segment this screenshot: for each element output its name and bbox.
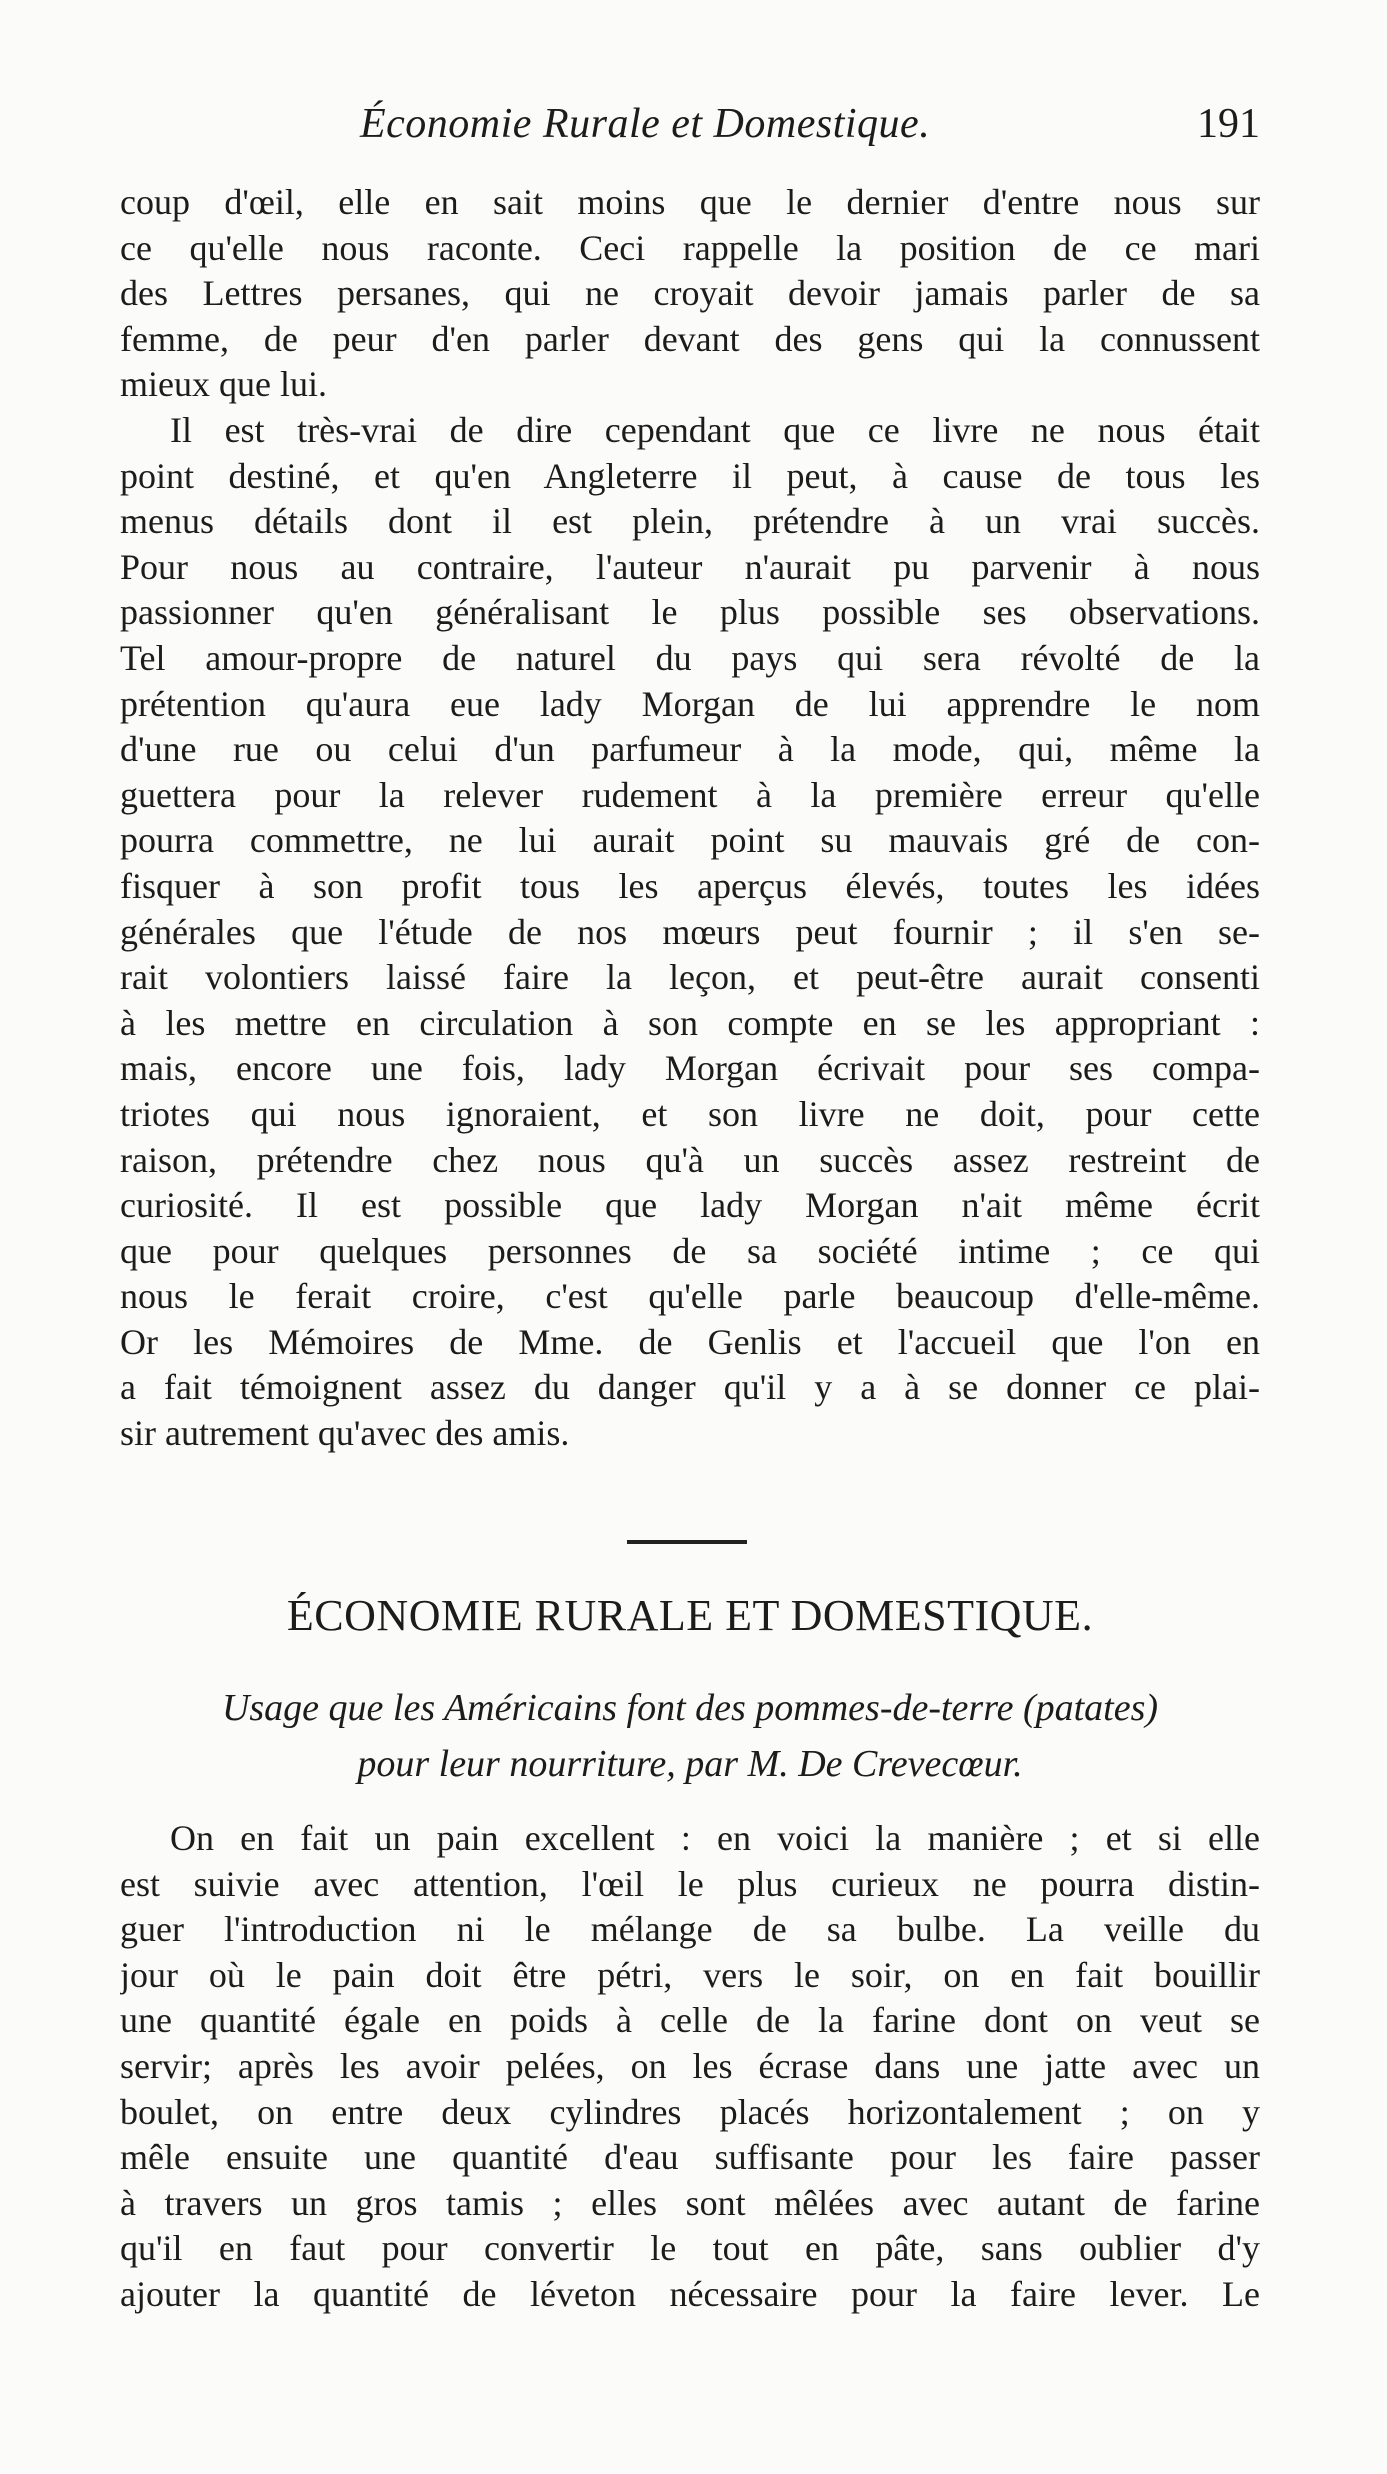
text-line: prétention qu'aura eue lady Morgan de lui apprendre le nom — [120, 683, 1260, 724]
text-line: guer l'introduction ni le mélange de sa bulbe. La veille du — [120, 1909, 1260, 1950]
paragraph-lady-morgan — [120, 408, 1260, 1457]
page-number: 191 — [1197, 101, 1260, 147]
text-line: point destiné, et qu'en Angleterre il peut, à cause de tous les — [120, 455, 1260, 496]
text-line: mieux que lui. — [120, 364, 327, 405]
text-line: sir autrement qu'avec des amis. — [120, 1413, 570, 1454]
text-line: que pour quelques personnes de sa société intime ; ce qui — [120, 1230, 1260, 1271]
text-line: ce qu'elle nous raconte. Ceci rappelle la position de ce mari — [120, 227, 1260, 268]
paragraph-potato-bread — [120, 1816, 1260, 2318]
text-line: à travers un gros tamis ; elles sont mêlées avec autant de farine — [120, 2182, 1260, 2223]
text-line: est suivie avec attention, l'œil le plus curieux ne pourra distin- — [120, 1863, 1260, 1904]
running-head — [120, 100, 1260, 160]
text-line: Il est très-vrai de dire cependant que ce livre ne nous était — [170, 410, 1260, 450]
article-title-line: Usage que les Américains font des pommes-de-terre (patates) — [221, 1687, 1159, 1729]
text-line: une quantité égale en poids à celle de la farine dont on veut se — [120, 2000, 1260, 2041]
text-line: mêle ensuite une quantité d'eau suffisante pour les faire passer — [120, 2137, 1260, 2178]
text-line: Pour nous au contraire, l'auteur n'aurait pu parvenir à nous — [120, 546, 1260, 587]
text-line: guettera pour la relever rudement à la première erreur qu'elle — [120, 774, 1260, 815]
article-title-line: pour leur nourriture, par M. De Crevecœur. — [357, 1743, 1023, 1785]
text-line: des Lettres persanes, qui ne croyait devoir jamais parler de sa — [120, 273, 1260, 314]
text-line: jour où le pain doit être pétri, vers le soir, on en fait bouillir — [120, 1954, 1260, 1995]
text-line: mais, encore une fois, lady Morgan écrivait pour ses compa- — [120, 1048, 1260, 1089]
text-line: passionner qu'en généralisant le plus possible ses observations. — [120, 592, 1260, 633]
text-line: ajouter la quantité de léveton nécessaire pour la faire lever. Le — [120, 2273, 1260, 2314]
text-line: rait volontiers laissé faire la leçon, et peut-être aurait consenti — [120, 957, 1260, 998]
text-line: à les mettre en circulation à son compte en se les appropriant : — [120, 1002, 1260, 1043]
text-line: boulet, on entre deux cylindres placés horizontalement ; on y — [120, 2091, 1260, 2132]
text-line: curiosité. Il est possible que lady Morgan n'ait même écrit — [120, 1185, 1260, 1226]
text-line: On en fait un pain excellent : en voici la manière ; et si elle — [170, 1818, 1260, 1858]
paragraph-continued — [120, 180, 1260, 408]
text-line: Tel amour-propre de naturel du pays qui sera révolté de la — [120, 637, 1260, 678]
text-line: d'une rue ou celui d'un parfumeur à la mode, qui, même la — [120, 729, 1260, 770]
text-line: nous le ferait croire, c'est qu'elle parle beaucoup d'elle-même. — [120, 1276, 1260, 1317]
text-line: générales que l'étude de nos mœurs peut fournir ; il s'en se- — [120, 911, 1260, 952]
section-heading: ÉCONOMIE RURALE ET DOMESTIQUE. — [286, 1591, 1094, 1640]
text-line: raison, prétendre chez nous qu'à un succès assez restreint de — [120, 1139, 1260, 1180]
running-title: Économie Rurale et Domestique. — [360, 101, 931, 147]
text-line: qu'il en faut pour convertir le tout en pâte, sans oublier d'y — [120, 2228, 1260, 2269]
text-line: coup d'œil, elle en sait moins que le dernier d'entre nous sur — [120, 182, 1260, 222]
text-line: menus détails dont il est plein, prétendre à un vrai succès. — [120, 501, 1260, 542]
text-line: Or les Mémoires de Mme. de Genlis et l'accueil que l'on en — [120, 1321, 1260, 1362]
text-line: fisquer à son profit tous les aperçus élevés, toutes les idées — [120, 865, 1260, 906]
text-line: a fait témoignent assez du danger qu'il y a à se donner ce plai- — [120, 1367, 1260, 1408]
text-line: pourra commettre, ne lui aurait point su mauvais gré de con- — [120, 820, 1260, 861]
text-line: triotes qui nous ignoraient, et son livre ne doit, pour cette — [120, 1093, 1260, 1134]
section-divider — [627, 1540, 747, 1544]
text-line: servir; après les avoir pelées, on les écrase dans une jatte avec un — [120, 2045, 1260, 2086]
text-line: femme, de peur d'en parler devant des gens qui la connussent — [120, 318, 1260, 359]
